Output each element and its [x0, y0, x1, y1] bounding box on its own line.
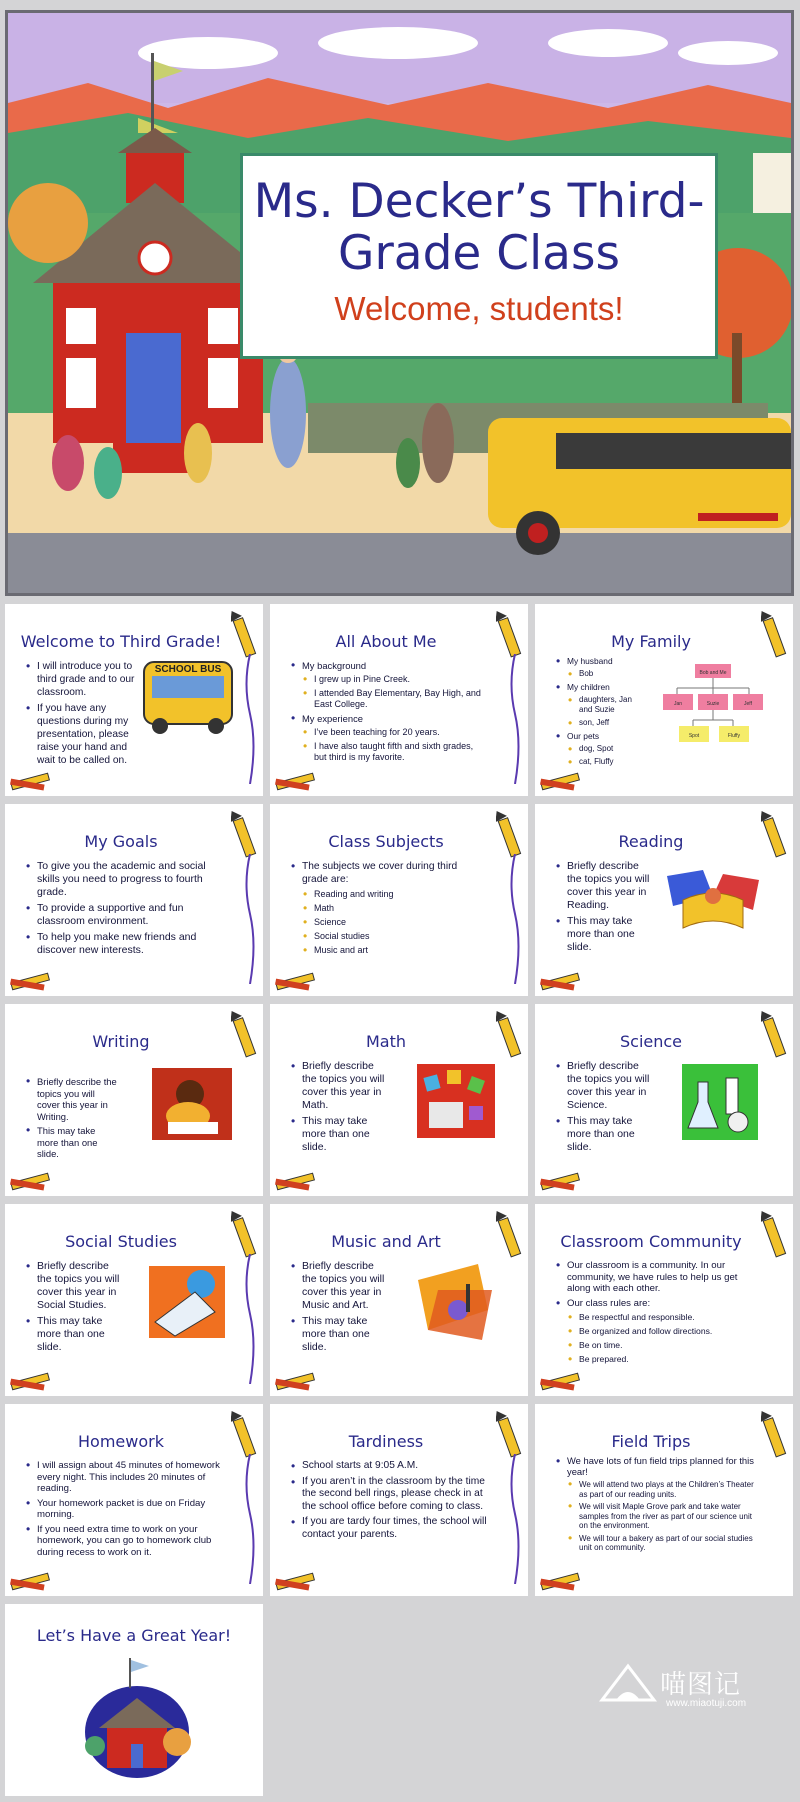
sub-bullet: • Social studies [314, 931, 478, 942]
slide-my-goals[interactable] [5, 804, 263, 996]
watermark-url: www.miaotuji.com [666, 1698, 747, 1709]
crayon-icon [761, 1208, 789, 1260]
crayons-icon [537, 1170, 583, 1192]
page-title: Ms. Decker’s Third-Grade Class [253, 174, 705, 281]
slide-great-year[interactable] [5, 1604, 263, 1796]
sub-bullet: • I grew up in Pine Creek. [314, 674, 488, 685]
svg-text:Fluffy: Fluffy [727, 733, 741, 739]
bullet: • This may take more than one slide. [37, 1125, 119, 1160]
crayons-icon [272, 1170, 318, 1192]
svg-text:Bob and Me: Bob and Me [699, 670, 727, 676]
bullet: • Your homework packet is due on Friday morning. [37, 1498, 225, 1521]
svg-text:Spot: Spot [688, 733, 700, 739]
slide-music-and-art[interactable] [270, 1204, 528, 1396]
bullet: • Briefly describe the topics you will cover this year in Music and Art. [302, 1260, 388, 1312]
sub-bullet: • Bob [579, 669, 635, 679]
crayons-icon [272, 970, 318, 992]
science-lab-clipart [680, 1062, 760, 1142]
crayons-icon [7, 1570, 53, 1592]
slide-title: Welcome to Third Grade! [20, 632, 222, 651]
slide-about-me[interactable] [270, 604, 528, 796]
bullet: • I will introduce you to third grade and to our classroom. [37, 660, 135, 699]
schoolhouse-clipart [77, 1652, 197, 1782]
sub-bullet: • son, Jeff [579, 718, 635, 728]
slide-body [553, 860, 653, 957]
bullet: • Briefly describe the topics you will cover this year in Writing. [37, 1076, 119, 1122]
crayons-icon [7, 1370, 53, 1392]
crayons-icon [537, 1370, 583, 1392]
crayons-icon [7, 770, 53, 792]
bullet: • This may take more than one slide. [567, 1115, 653, 1154]
writing-student-clipart [148, 1064, 236, 1144]
slide-math[interactable] [270, 1004, 528, 1196]
globe-map-clipart [145, 1262, 229, 1342]
bullet: • If you have any questions during my presentation, please raise your hand and wait to be called on. [37, 702, 135, 767]
bullet: • I will assign about 45 minutes of homework every night. This includes 20 minutes of reading. [37, 1460, 225, 1495]
sub-bullet: • Music and art [314, 945, 478, 956]
slide-writing[interactable] [5, 1004, 263, 1196]
slide-title: Reading [618, 832, 684, 851]
bullet: • This may take more than one slide. [302, 1315, 388, 1354]
crayon-icon [496, 808, 524, 860]
swirl-decoration [243, 654, 257, 784]
slide-class-subjects[interactable] [270, 804, 528, 996]
slide-my-family[interactable] [535, 604, 793, 796]
svg-text:Suzie: Suzie [706, 701, 720, 707]
swirl-decoration [243, 1254, 257, 1384]
bullet: • The subjects we cover during third grade are: [302, 860, 478, 886]
crayon-icon [496, 1008, 524, 1060]
bullet: • Briefly describe the topics you will cover this year in Social Studies. [37, 1260, 121, 1312]
sub-bullet: • Be organized and follow directions. [579, 1326, 753, 1337]
crayon-icon [231, 1408, 259, 1460]
title-panel [240, 153, 718, 359]
crayons-icon [537, 970, 583, 992]
crayon-icon [761, 1008, 789, 1060]
slide-welcome[interactable] [5, 604, 263, 796]
crayon-icon [496, 608, 524, 660]
crayon-icon [231, 608, 259, 660]
crayons-icon [7, 970, 53, 992]
bullet: • Our classroom is a community. In our community, we have rules to help us get along with each other. [567, 1260, 753, 1295]
slide-title: Class Subjects [328, 832, 444, 851]
slide-body [23, 1076, 119, 1163]
bullet: • If you aren’t in the classroom by the time the second bell rings, please check in at the school office before coming to class. [302, 1476, 488, 1514]
slide-body [288, 860, 478, 959]
math-numbers-clipart [415, 1062, 497, 1140]
sub-bullet: • Reading and writing [314, 889, 478, 900]
bullet: • We have lots of fun field trips planned for this year! [567, 1456, 759, 1477]
slide-title: My Family [611, 632, 691, 651]
family-tree-chart [663, 660, 763, 758]
bullet: • This may take more than one slide. [302, 1115, 388, 1154]
crayon-icon [761, 608, 789, 660]
slide-field-trips[interactable] [535, 1404, 793, 1596]
slide-tardiness[interactable] [270, 1404, 528, 1596]
title-slide[interactable] [5, 10, 794, 596]
bullet: • My experience [302, 713, 488, 724]
slide-title: Music and Art [331, 1232, 441, 1251]
crayon-icon [231, 808, 259, 860]
sub-bullet: • We will visit Maple Grove park and take water samples from the river as part of our science unit on the environment. [579, 1502, 759, 1531]
sub-bullet: • I attended Bay Elementary, Bay High, and East College. [314, 688, 488, 710]
crayon-icon [496, 1208, 524, 1260]
reading-book-clipart [663, 866, 763, 936]
sub-bullet: • I have also taught fifth and sixth grades, but third is my favorite. [314, 741, 488, 763]
slide-body [23, 860, 221, 960]
slide-body [553, 1456, 759, 1556]
slide-body [23, 660, 135, 770]
sub-bullet: • Be prepared. [579, 1354, 753, 1365]
bus-sign: SCHOOL BUS [154, 664, 222, 675]
bullet: • This may take more than one slide. [37, 1315, 121, 1354]
sub-bullet: • Be on time. [579, 1340, 753, 1351]
slide-body [288, 1060, 388, 1157]
svg-text:Jeff: Jeff [744, 701, 752, 707]
slide-science[interactable] [535, 1004, 793, 1196]
sub-bullet: • Science [314, 917, 478, 928]
swirl-decoration [243, 1454, 257, 1584]
crayons-icon [537, 770, 583, 792]
crayons-icon [272, 1570, 318, 1592]
crayons-icon [272, 770, 318, 792]
slide-title: My Goals [84, 832, 158, 851]
bullet: • Briefly describe the topics you will cover this year in Science. [567, 1060, 653, 1112]
crayon-icon [496, 1408, 524, 1460]
bullet: • Briefly describe the topics you will cover this year in Reading. [567, 860, 653, 912]
crayons-icon [537, 1570, 583, 1592]
music-art-clipart [408, 1260, 498, 1344]
watermark-text: 喵图记 [660, 1670, 742, 1700]
sub-bullet: • I’ve been teaching for 20 years. [314, 727, 488, 738]
crayon-icon [761, 1408, 789, 1460]
bullet: • If you need extra time to work on your homework, you can go to homework club during recess to work on it. [37, 1524, 225, 1559]
bullet: • Our pets [567, 731, 635, 741]
bullet: • If you are tardy four times, the school will contact your parents. [302, 1516, 488, 1541]
slide-title: All About Me [335, 632, 437, 651]
slide-title: Homework [78, 1432, 164, 1451]
slide-title: Science [619, 1032, 683, 1051]
sub-bullet: • We will tour a bakery as part of our social studies unit on community. [579, 1534, 759, 1553]
swirl-decoration [508, 854, 522, 984]
bullet: • My background [302, 660, 488, 671]
slide-body [553, 1060, 653, 1157]
slide-body [288, 660, 488, 766]
swirl-decoration [243, 854, 257, 984]
bullet: • Our class rules are: [567, 1298, 753, 1310]
sub-bullet: • Be respectful and responsible. [579, 1312, 753, 1323]
slide-body [288, 1460, 488, 1544]
crayons-icon [272, 1370, 318, 1392]
slide-body [553, 656, 635, 770]
slide-title: Math [365, 1032, 407, 1051]
slide-body [288, 1260, 388, 1357]
sub-bullet: • daughters, Jan and Suzie [579, 695, 635, 715]
slide-classroom-community[interactable] [535, 1204, 793, 1396]
slide-title: Writing [92, 1032, 150, 1051]
bullet: • To help you make new friends and discover new interests. [37, 931, 221, 957]
crayon-icon [761, 808, 789, 860]
bullet: • To give you the academic and social skills you need to progress to fourth grade. [37, 860, 221, 899]
page-subtitle: Welcome, students! [334, 290, 624, 327]
school-bus-clipart [140, 656, 236, 736]
slide-homework[interactable] [5, 1404, 263, 1596]
svg-text:Jan: Jan [673, 701, 683, 707]
slide-social-studies[interactable] [5, 1204, 263, 1396]
bullet: • My children [567, 682, 635, 692]
sub-bullet: • Math [314, 903, 478, 914]
swirl-decoration [508, 1454, 522, 1584]
slide-title: Field Trips [611, 1432, 691, 1451]
bullet: • Briefly describe the topics you will cover this year in Math. [302, 1060, 388, 1112]
slide-title: Tardiness [348, 1432, 424, 1451]
slide-body [553, 1260, 753, 1368]
swirl-decoration [508, 654, 522, 784]
slide-title: Let’s Have a Great Year! [36, 1626, 232, 1645]
slide-title: Classroom Community [560, 1232, 742, 1251]
crayon-icon [231, 1208, 259, 1260]
crayon-icon [231, 1008, 259, 1060]
bullet: • This may take more than one slide. [567, 915, 653, 954]
bullet: • My husband [567, 656, 635, 666]
sub-bullet: • cat, Fluffy [579, 757, 635, 767]
bullet: • School starts at 9:05 A.M. [302, 1460, 488, 1473]
crayons-icon [7, 1170, 53, 1192]
slide-title: Social Studies [65, 1232, 177, 1251]
sub-bullet: • We will attend two plays at the Children’s Theater as part of our reading units. [579, 1480, 759, 1499]
slide-body [23, 1460, 225, 1561]
slide-body [23, 1260, 121, 1357]
slide-reading[interactable] [535, 804, 793, 996]
watermark-logo-icon [598, 1660, 658, 1710]
bullet: • To provide a supportive and fun classroom environment. [37, 902, 221, 928]
sub-bullet: • dog, Spot [579, 744, 635, 754]
